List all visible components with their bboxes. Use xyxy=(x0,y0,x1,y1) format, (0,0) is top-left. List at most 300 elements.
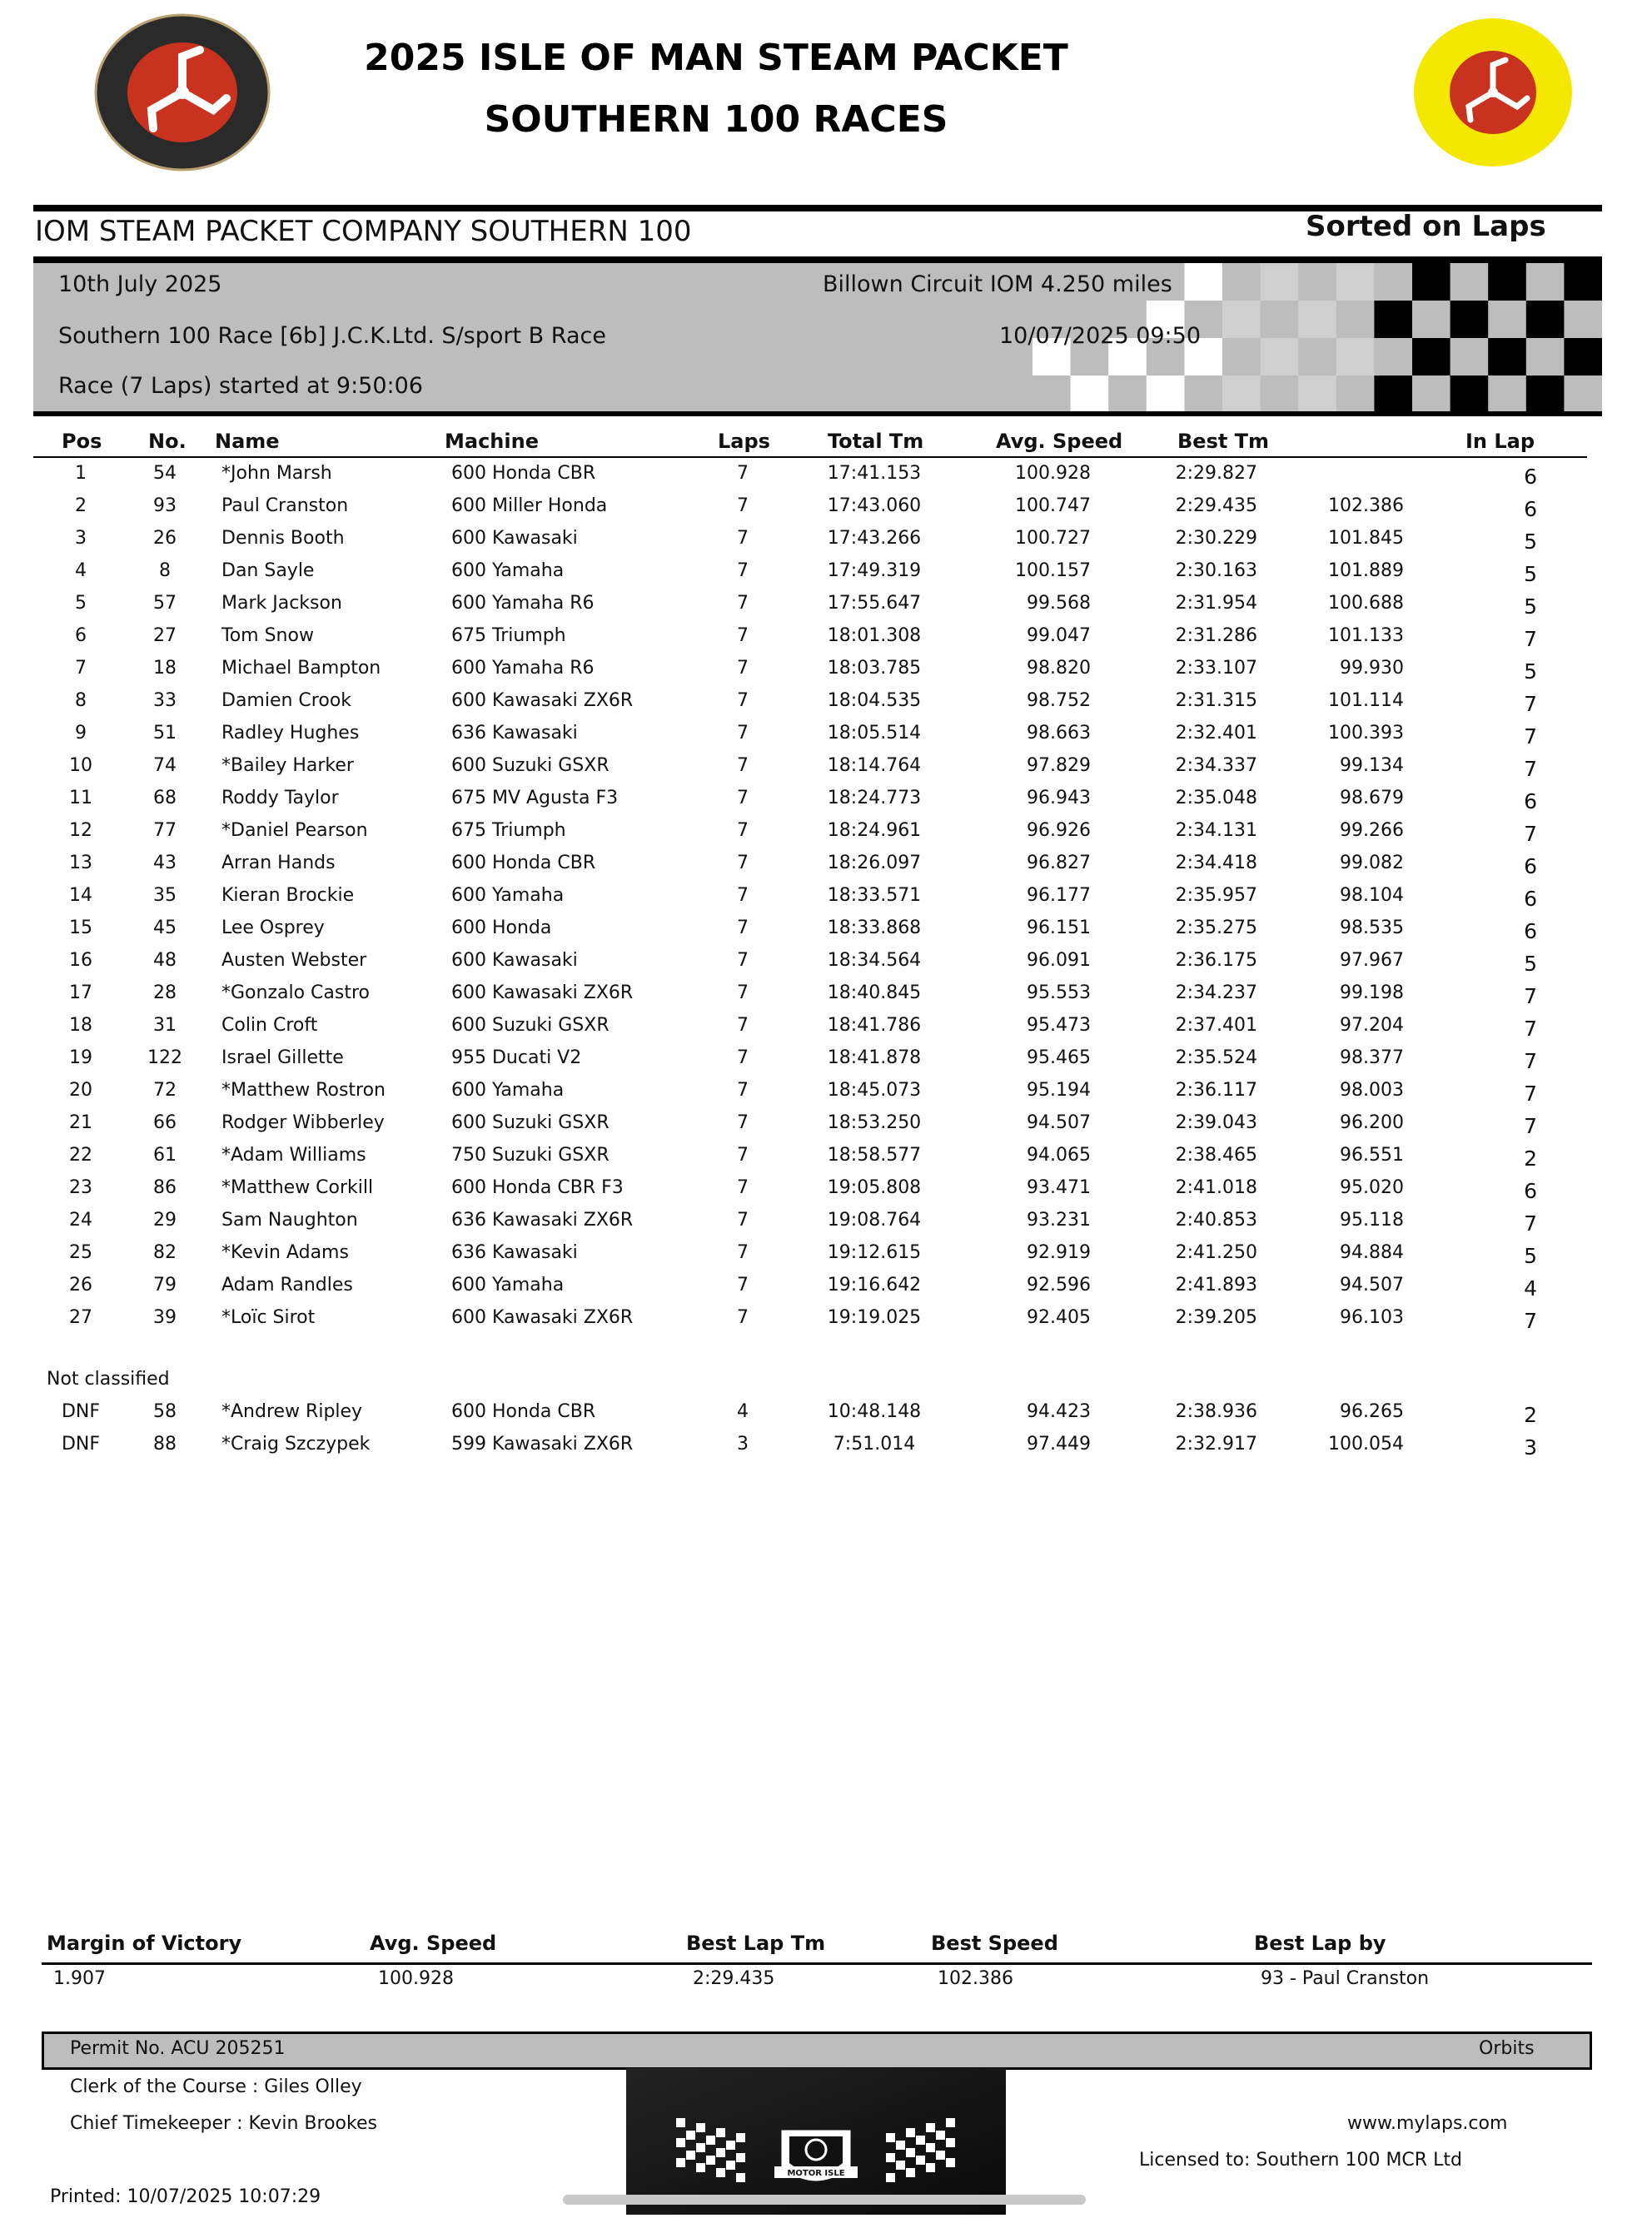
cell-pos: 17 xyxy=(69,982,92,1003)
cell-machine: 600 Yamaha R6 xyxy=(451,658,595,679)
cell-name: Dennis Booth xyxy=(221,528,345,549)
cell-name: Damien Crook xyxy=(221,690,352,711)
cell-laps: 7 xyxy=(737,1177,749,1198)
col-header-machine: Machine xyxy=(445,430,539,453)
cell-machine: 600 Honda CBR F3 xyxy=(451,1177,624,1198)
cell-laps: 7 xyxy=(737,1210,749,1231)
summary-rule xyxy=(42,1962,1592,1965)
cell-pos: 22 xyxy=(69,1145,92,1166)
cell-best-tm: 2:38.465 xyxy=(1175,1145,1257,1166)
cell-best-speed: 96.265 xyxy=(1340,1401,1404,1422)
cell-total-tm: 18:01.308 xyxy=(827,625,922,646)
cell-in-lap: 5 xyxy=(1524,952,1537,976)
cell-best-tm: 2:36.117 xyxy=(1175,1080,1257,1101)
cell-total-tm: 18:33.571 xyxy=(827,885,922,906)
cell-no: 39 xyxy=(153,1307,177,1328)
cell-best-speed: 100.054 xyxy=(1328,1434,1404,1455)
cell-best-tm: 2:31.315 xyxy=(1175,690,1257,711)
cell-name: *Daniel Pearson xyxy=(221,820,368,841)
cell-avg-speed: 96.151 xyxy=(1027,918,1091,938)
cell-best-tm: 2:40.853 xyxy=(1175,1210,1257,1231)
cell-avg-speed: 100.157 xyxy=(1015,560,1091,581)
cell-best-speed: 94.884 xyxy=(1340,1242,1404,1263)
cell-best-tm: 2:30.163 xyxy=(1175,560,1257,581)
cell-laps: 7 xyxy=(737,495,749,516)
cell-best-speed: 99.930 xyxy=(1340,658,1404,679)
cell-machine: 599 Kawasaki ZX6R xyxy=(451,1434,634,1455)
cell-laps: 7 xyxy=(737,788,749,808)
cell-total-tm: 19:12.615 xyxy=(827,1242,922,1263)
cell-best-speed: 94.507 xyxy=(1340,1275,1404,1295)
motor-isle-logo xyxy=(626,2068,1006,2215)
summary-label-margin: Margin of Victory xyxy=(47,1932,242,1955)
cell-best-speed: 100.393 xyxy=(1328,723,1404,743)
cell-best-tm: 2:38.936 xyxy=(1175,1401,1257,1422)
col-header-total-tm: Total Tm xyxy=(828,430,924,453)
cell-pos: 13 xyxy=(69,853,92,873)
cell-laps: 7 xyxy=(737,658,749,679)
panel-bottom-rule xyxy=(33,411,1602,416)
cell-best-speed: 96.200 xyxy=(1340,1112,1404,1133)
cell-total-tm: 18:26.097 xyxy=(827,853,922,873)
summary-best-lap-tm: 2:29.435 xyxy=(693,1968,775,1989)
cell-machine: 600 Yamaha R6 xyxy=(451,593,595,614)
cell-machine: 955 Ducati V2 xyxy=(451,1047,582,1068)
cell-best-tm: 2:41.018 xyxy=(1175,1177,1257,1198)
cell-name: Arran Hands xyxy=(221,853,336,873)
cell-name: Rodger Wibberley xyxy=(221,1112,385,1133)
cell-machine: 600 Kawasaki ZX6R xyxy=(451,982,634,1003)
cell-in-lap: 7 xyxy=(1524,1017,1537,1041)
cell-best-speed: 99.198 xyxy=(1340,982,1404,1003)
timing-system: Orbits xyxy=(1479,2038,1535,2059)
cell-total-tm: 18:41.878 xyxy=(827,1047,922,1068)
cell-best-speed: 98.679 xyxy=(1340,788,1404,808)
cell-total-tm: 17:41.153 xyxy=(827,463,922,484)
cell-avg-speed: 96.177 xyxy=(1027,885,1091,906)
cell-in-lap: 7 xyxy=(1524,692,1537,716)
cell-no: 122 xyxy=(147,1047,182,1068)
cell-no: 43 xyxy=(153,853,177,873)
cell-laps: 7 xyxy=(737,560,749,581)
scroll-indicator[interactable] xyxy=(563,2195,1086,2205)
cell-laps: 7 xyxy=(737,918,749,938)
cell-in-lap: 7 xyxy=(1524,627,1537,651)
cell-laps: 3 xyxy=(737,1434,749,1455)
cell-in-lap: 5 xyxy=(1524,659,1537,684)
cell-in-lap: 5 xyxy=(1524,594,1537,619)
cell-laps: 7 xyxy=(737,1080,749,1101)
cell-best-speed: 97.204 xyxy=(1340,1015,1404,1036)
cell-in-lap: 2 xyxy=(1524,1403,1537,1427)
cell-best-speed: 99.266 xyxy=(1340,820,1404,841)
cell-avg-speed: 96.827 xyxy=(1027,853,1091,873)
cell-laps: 7 xyxy=(737,625,749,646)
cell-machine: 600 Kawasaki xyxy=(451,528,578,549)
printed-timestamp: Printed: 10/07/2025 10:07:29 xyxy=(50,2186,321,2207)
cell-best-speed: 98.535 xyxy=(1340,918,1404,938)
cell-machine: 750 Suzuki GSXR xyxy=(451,1145,610,1166)
cell-best-speed: 96.103 xyxy=(1340,1307,1404,1328)
cell-best-tm: 2:35.957 xyxy=(1175,885,1257,906)
race-datetime: 10/07/2025 09:50 xyxy=(999,323,1202,349)
cell-name: Roddy Taylor xyxy=(221,788,339,808)
cell-name: Adam Randles xyxy=(221,1275,353,1295)
cell-avg-speed: 100.928 xyxy=(1015,463,1091,484)
cell-in-lap: 7 xyxy=(1524,984,1537,1008)
page-title-line1: 2025 ISLE OF MAN STEAM PACKET xyxy=(364,37,1068,79)
cell-machine: 600 Suzuki GSXR xyxy=(451,1112,610,1133)
cell-avg-speed: 99.047 xyxy=(1027,625,1091,646)
cell-avg-speed: 94.423 xyxy=(1027,1401,1091,1422)
cell-name: *Craig Szczypek xyxy=(221,1434,371,1455)
cell-no: 86 xyxy=(153,1177,177,1198)
cell-in-lap: 7 xyxy=(1524,1309,1537,1333)
cell-pos: 20 xyxy=(69,1080,92,1101)
cell-no: 45 xyxy=(153,918,177,938)
cell-name: Dan Sayle xyxy=(221,560,315,581)
cell-best-speed: 97.967 xyxy=(1340,950,1404,971)
col-header-best-tm: Best Tm xyxy=(1177,430,1270,453)
cell-total-tm: 18:45.073 xyxy=(827,1080,922,1101)
cell-laps: 7 xyxy=(737,1242,749,1263)
cell-machine: 600 Honda CBR xyxy=(451,853,596,873)
cell-best-tm: 2:36.175 xyxy=(1175,950,1257,971)
app-logo-text: MOTOR ISLE xyxy=(787,2169,845,2178)
cell-pos: 5 xyxy=(75,593,87,614)
cell-name: *Kevin Adams xyxy=(221,1242,349,1263)
permit-number: Permit No. ACU 205251 xyxy=(70,2038,286,2059)
cell-pos: 14 xyxy=(69,885,92,906)
cell-total-tm: 18:41.786 xyxy=(827,1015,922,1036)
col-header-avg-speed: Avg. Speed xyxy=(996,430,1123,453)
cell-in-lap: 4 xyxy=(1524,1276,1537,1300)
circuit: Billown Circuit IOM 4.250 miles xyxy=(823,271,1172,297)
cell-no: 93 xyxy=(153,495,177,516)
cell-in-lap: 6 xyxy=(1524,465,1537,489)
cell-best-tm: 2:30.229 xyxy=(1175,528,1257,549)
cell-name: *Adam Williams xyxy=(221,1145,366,1166)
clerk-of-course: Clerk of the Course : Giles Olley xyxy=(70,2076,362,2097)
licensed-to: Licensed to: Southern 100 MCR Ltd xyxy=(1139,2150,1462,2171)
col-header-in-lap: In Lap xyxy=(1465,430,1535,453)
cell-total-tm: 17:43.266 xyxy=(827,528,922,549)
cell-best-tm: 2:33.107 xyxy=(1175,658,1257,679)
cell-best-tm: 2:34.418 xyxy=(1175,853,1257,873)
cell-pos: 9 xyxy=(75,723,87,743)
cell-name: Sam Naughton xyxy=(221,1210,358,1231)
cell-total-tm: 19:19.025 xyxy=(827,1307,922,1328)
cell-laps: 7 xyxy=(737,690,749,711)
cell-best-speed: 100.688 xyxy=(1328,593,1404,614)
cell-best-tm: 2:35.048 xyxy=(1175,788,1257,808)
cell-name: Michael Bampton xyxy=(221,658,381,679)
cell-no: 82 xyxy=(153,1242,177,1263)
cell-name: *Bailey Harker xyxy=(221,755,354,776)
cell-best-tm: 2:29.435 xyxy=(1175,495,1257,516)
cell-laps: 7 xyxy=(737,723,749,743)
cell-name: Mark Jackson xyxy=(221,593,342,614)
cell-pos: DNF xyxy=(61,1401,101,1422)
cell-best-speed: 99.134 xyxy=(1340,755,1404,776)
cell-avg-speed: 96.943 xyxy=(1027,788,1091,808)
cell-machine: 675 Triumph xyxy=(451,625,566,646)
cell-in-lap: 7 xyxy=(1524,822,1537,846)
cell-best-tm: 2:35.275 xyxy=(1175,918,1257,938)
cell-avg-speed: 99.568 xyxy=(1027,593,1091,614)
cell-in-lap: 7 xyxy=(1524,724,1537,748)
cell-no: 33 xyxy=(153,690,177,711)
cell-best-speed: 98.003 xyxy=(1340,1080,1404,1101)
cell-total-tm: 18:33.868 xyxy=(827,918,922,938)
cell-total-tm: 18:24.961 xyxy=(827,820,922,841)
cell-machine: 600 Suzuki GSXR xyxy=(451,1015,610,1036)
cell-in-lap: 6 xyxy=(1524,1179,1537,1203)
cell-machine: 675 MV Agusta F3 xyxy=(451,788,619,808)
cell-no: 48 xyxy=(153,950,177,971)
cell-machine: 600 Miller Honda xyxy=(451,495,608,516)
cell-total-tm: 17:49.319 xyxy=(827,560,922,581)
cell-no: 72 xyxy=(153,1080,177,1101)
cell-name: *Gonzalo Castro xyxy=(221,982,370,1003)
cell-machine: 675 Triumph xyxy=(451,820,566,841)
cell-total-tm: 17:43.060 xyxy=(827,495,922,516)
cell-machine: 600 Kawasaki ZX6R xyxy=(451,690,634,711)
cell-in-lap: 7 xyxy=(1524,1211,1537,1236)
cell-name: *Matthew Corkill xyxy=(221,1177,374,1198)
cell-pos: 4 xyxy=(75,560,87,581)
cell-name: Paul Cranston xyxy=(221,495,349,516)
cell-name: Israel Gillette xyxy=(221,1047,344,1068)
cell-avg-speed: 92.596 xyxy=(1027,1275,1091,1295)
cell-machine: 600 Honda CBR xyxy=(451,1401,596,1422)
cell-total-tm: 18:34.564 xyxy=(827,950,922,971)
cell-best-speed: 101.889 xyxy=(1328,560,1404,581)
cell-laps: 7 xyxy=(737,950,749,971)
cell-laps: 7 xyxy=(737,1112,749,1133)
cell-best-speed: 101.114 xyxy=(1328,690,1404,711)
cell-name: Austen Webster xyxy=(221,950,367,971)
cell-best-speed: 102.386 xyxy=(1328,495,1404,516)
cell-avg-speed: 94.507 xyxy=(1027,1112,1091,1133)
summary-best-lap-by: 93 - Paul Cranston xyxy=(1261,1968,1430,1989)
cell-total-tm: 18:24.773 xyxy=(827,788,922,808)
cell-pos: DNF xyxy=(61,1434,101,1455)
col-header-name: Name xyxy=(215,430,280,453)
cell-pos: 6 xyxy=(75,625,87,646)
cell-laps: 7 xyxy=(737,1275,749,1295)
cell-no: 51 xyxy=(153,723,177,743)
cell-total-tm: 7:51.014 xyxy=(833,1434,916,1455)
cell-best-tm: 2:39.205 xyxy=(1175,1307,1257,1328)
cell-no: 28 xyxy=(153,982,177,1003)
cell-machine: 600 Yamaha xyxy=(451,1080,565,1101)
cell-no: 61 xyxy=(153,1145,177,1166)
race-start: Race (7 Laps) started at 9:50:06 xyxy=(58,373,423,399)
summary-label-best-speed: Best Speed xyxy=(931,1932,1058,1955)
cell-in-lap: 7 xyxy=(1524,1114,1537,1138)
cell-avg-speed: 95.465 xyxy=(1027,1047,1091,1068)
cell-no: 27 xyxy=(153,625,177,646)
website-link[interactable]: www.mylaps.com xyxy=(1347,2113,1508,2134)
cell-in-lap: 3 xyxy=(1524,1435,1537,1460)
cell-machine: 600 Kawasaki ZX6R xyxy=(451,1307,634,1328)
cell-best-speed: 95.020 xyxy=(1340,1177,1404,1198)
cell-no: 66 xyxy=(153,1112,177,1133)
cell-laps: 7 xyxy=(737,528,749,549)
cell-in-lap: 7 xyxy=(1524,1082,1537,1106)
cell-best-speed: 101.845 xyxy=(1328,528,1404,549)
cell-pos: 2 xyxy=(75,495,87,516)
cell-machine: 600 Yamaha xyxy=(451,1275,565,1295)
cell-avg-speed: 95.473 xyxy=(1027,1015,1091,1036)
cell-pos: 24 xyxy=(69,1210,92,1231)
cell-best-tm: 2:34.337 xyxy=(1175,755,1257,776)
cell-in-lap: 6 xyxy=(1524,789,1537,813)
cell-pos: 27 xyxy=(69,1307,92,1328)
cell-machine: 636 Kawasaki ZX6R xyxy=(451,1210,634,1231)
sort-label: Sorted on Laps xyxy=(1306,210,1546,243)
cell-laps: 7 xyxy=(737,820,749,841)
cell-in-lap: 7 xyxy=(1524,757,1537,781)
cell-avg-speed: 93.471 xyxy=(1027,1177,1091,1198)
cell-no: 8 xyxy=(159,560,171,581)
cell-best-speed: 101.133 xyxy=(1328,625,1404,646)
cell-total-tm: 10:48.148 xyxy=(827,1401,922,1422)
cell-best-tm: 2:37.401 xyxy=(1175,1015,1257,1036)
cell-no: 29 xyxy=(153,1210,177,1231)
southern-100-logo xyxy=(1412,17,1574,168)
cell-laps: 7 xyxy=(737,885,749,906)
cell-total-tm: 18:05.514 xyxy=(827,723,922,743)
cell-best-speed: 99.082 xyxy=(1340,853,1404,873)
cell-laps: 7 xyxy=(737,982,749,1003)
cell-total-tm: 18:14.764 xyxy=(827,755,922,776)
cell-no: 58 xyxy=(153,1401,177,1422)
cell-avg-speed: 98.820 xyxy=(1027,658,1091,679)
cell-pos: 23 xyxy=(69,1177,92,1198)
cell-pos: 19 xyxy=(69,1047,92,1068)
summary-label-avg-speed: Avg. Speed xyxy=(370,1932,497,1955)
summary-label-best-lap-tm: Best Lap Tm xyxy=(686,1932,826,1955)
cell-in-lap: 5 xyxy=(1524,562,1537,586)
col-header-pos: Pos xyxy=(62,430,102,453)
cell-avg-speed: 100.727 xyxy=(1015,528,1091,549)
cell-best-tm: 2:32.917 xyxy=(1175,1434,1257,1455)
cell-machine: 600 Yamaha xyxy=(451,885,565,906)
cell-best-tm: 2:32.401 xyxy=(1175,723,1257,743)
panel-top-rule xyxy=(33,256,1602,263)
cell-avg-speed: 96.091 xyxy=(1027,950,1091,971)
header-rule xyxy=(33,456,1587,458)
cell-machine: 636 Kawasaki xyxy=(451,1242,578,1263)
cell-best-tm: 2:29.827 xyxy=(1175,463,1257,484)
cell-total-tm: 19:16.642 xyxy=(827,1275,922,1295)
race-date: 10th July 2025 xyxy=(58,271,222,297)
summary-avg-speed: 100.928 xyxy=(378,1968,454,1989)
race-name: Southern 100 Race [6b] J.C.K.Ltd. S/sport B Race xyxy=(58,323,606,349)
cell-name: *Loïc Sirot xyxy=(221,1307,316,1328)
cell-in-lap: 6 xyxy=(1524,919,1537,943)
cell-machine: 636 Kawasaki xyxy=(451,723,578,743)
cell-total-tm: 18:53.250 xyxy=(827,1112,922,1133)
cell-pos: 21 xyxy=(69,1112,92,1133)
cell-no: 74 xyxy=(153,755,177,776)
cell-name: *John Marsh xyxy=(221,463,332,484)
cell-name: *Matthew Rostron xyxy=(221,1080,386,1101)
cell-best-tm: 2:41.250 xyxy=(1175,1242,1257,1263)
cell-best-tm: 2:39.043 xyxy=(1175,1112,1257,1133)
cell-avg-speed: 97.449 xyxy=(1027,1434,1091,1455)
col-header-laps: Laps xyxy=(718,430,770,453)
cell-name: Lee Osprey xyxy=(221,918,325,938)
cell-laps: 7 xyxy=(737,1015,749,1036)
cell-avg-speed: 97.829 xyxy=(1027,755,1091,776)
cell-name: Radley Hughes xyxy=(221,723,360,743)
cell-pos: 12 xyxy=(69,820,92,841)
cell-name: Tom Snow xyxy=(221,625,314,646)
cell-no: 31 xyxy=(153,1015,177,1036)
cell-in-lap: 5 xyxy=(1524,530,1537,554)
cell-avg-speed: 100.747 xyxy=(1015,495,1091,516)
cell-machine: 600 Kawasaki xyxy=(451,950,578,971)
cell-total-tm: 19:08.764 xyxy=(827,1210,922,1231)
cell-in-lap: 6 xyxy=(1524,854,1537,878)
cell-name: Colin Croft xyxy=(221,1015,318,1036)
page-title-line2: SOUTHERN 100 RACES xyxy=(484,98,948,141)
cell-no: 88 xyxy=(153,1434,177,1455)
cell-laps: 7 xyxy=(737,463,749,484)
cell-no: 35 xyxy=(153,885,177,906)
summary-best-speed: 102.386 xyxy=(938,1968,1013,1989)
cell-avg-speed: 94.065 xyxy=(1027,1145,1091,1166)
cell-pos: 10 xyxy=(69,755,92,776)
cell-best-tm: 2:34.131 xyxy=(1175,820,1257,841)
cell-name: *Andrew Ripley xyxy=(221,1401,363,1422)
cell-in-lap: 7 xyxy=(1524,1049,1537,1073)
cell-in-lap: 6 xyxy=(1524,887,1537,911)
cell-avg-speed: 92.919 xyxy=(1027,1242,1091,1263)
cell-avg-speed: 96.926 xyxy=(1027,820,1091,841)
summary-margin: 1.907 xyxy=(53,1968,106,1989)
cell-best-tm: 2:35.524 xyxy=(1175,1047,1257,1068)
cell-pos: 11 xyxy=(69,788,92,808)
cell-pos: 15 xyxy=(69,918,92,938)
event-name: IOM STEAM PACKET COMPANY SOUTHERN 100 xyxy=(35,215,692,248)
chief-timekeeper: Chief Timekeeper : Kevin Brookes xyxy=(70,2113,377,2134)
cell-pos: 1 xyxy=(75,463,87,484)
cell-avg-speed: 98.752 xyxy=(1027,690,1091,711)
cell-no: 26 xyxy=(153,528,177,549)
cell-avg-speed: 95.194 xyxy=(1027,1080,1091,1101)
cell-laps: 7 xyxy=(737,593,749,614)
cell-laps: 4 xyxy=(737,1401,749,1422)
cell-machine: 600 Honda xyxy=(451,918,552,938)
cell-pos: 16 xyxy=(69,950,92,971)
cell-total-tm: 19:05.808 xyxy=(827,1177,922,1198)
cell-machine: 600 Suzuki GSXR xyxy=(451,755,610,776)
cell-best-tm: 2:41.893 xyxy=(1175,1275,1257,1295)
cell-no: 57 xyxy=(153,593,177,614)
cell-avg-speed: 92.405 xyxy=(1027,1307,1091,1328)
cell-in-lap: 6 xyxy=(1524,497,1537,521)
cell-total-tm: 18:40.845 xyxy=(827,982,922,1003)
cell-pos: 26 xyxy=(69,1275,92,1295)
cell-total-tm: 18:58.577 xyxy=(827,1145,922,1166)
cell-best-tm: 2:31.954 xyxy=(1175,593,1257,614)
cell-best-speed: 98.377 xyxy=(1340,1047,1404,1068)
cell-pos: 18 xyxy=(69,1015,92,1036)
